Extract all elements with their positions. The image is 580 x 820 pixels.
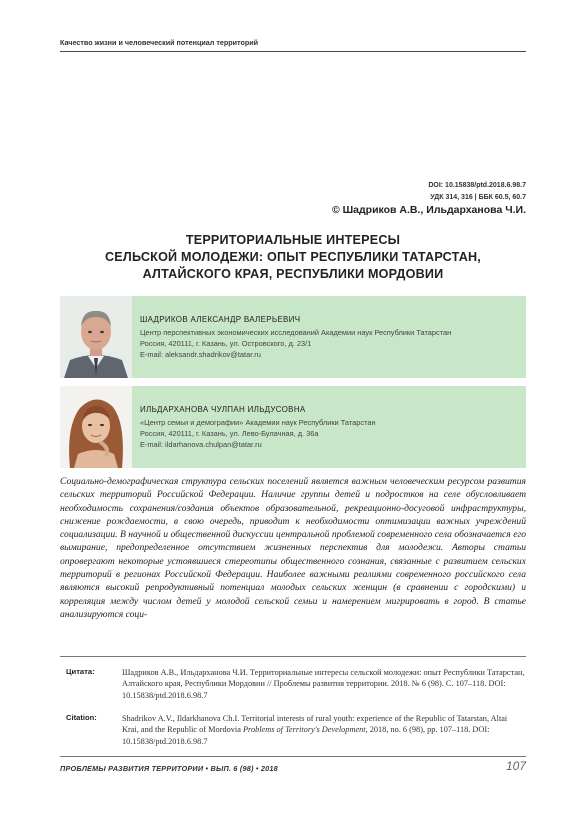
udk-bbk: УДК 314, 316 | ББК 60.5, 60.7 bbox=[430, 194, 526, 201]
author-2-address: Россия, 420111, г. Казань, ул. Лево-Булачная, д. 36а bbox=[140, 429, 319, 438]
article-identifiers bbox=[428, 180, 526, 204]
copyright-authors: © Шадриков А.В., Ильдарханова Ч.И. bbox=[331, 204, 526, 216]
author-2-email[interactable]: E-mail: ildarhanova.chulpan@tatar.ru bbox=[140, 440, 262, 449]
citation-en-text bbox=[122, 713, 526, 747]
author-1-photo bbox=[60, 296, 132, 378]
author-2-photo bbox=[60, 386, 132, 468]
author-2-info bbox=[140, 404, 520, 450]
author-1-info bbox=[140, 314, 520, 360]
title-line-1: ТЕРРИТОРИАЛЬНЫЕ ИНТЕРЕСЫ bbox=[185, 233, 401, 247]
citation-block bbox=[60, 656, 526, 746]
author-card-1 bbox=[60, 296, 526, 378]
title-line-2: СЕЛЬСКОЙ МОЛОДЕЖИ: ОПЫТ РЕСПУБЛИКИ ТАТАРСТАН, bbox=[105, 250, 481, 264]
abstract-text: Социально-демографическая структура сельских поселений является важным человеческим ресурсом развития сельских территорий Российской Федерации. Наличие группы детей и подростков на селе обусловливает необходимость сохранения/создания объектов образовательной, рекреационно-досуговой инфраструктуры, снижение рождаемости, в свою очередь, приводит к необходимости оптимизации важных учреждений социализации. В научной и общественной дискуссии центральной проблемой современного села обозначается его вымирание, предопределенное отсутствием жизненных перспектив для молодежи. Авторы статьи опровергают некоторые устоявшиеся стереотипы общественного сознания, связанные с развитием сельских территорий в регионах Российской Федерации. Наиболее важными реалиями современного российского села являются высокий репродуктивный потенциал молодых сельских женщин (в сравнении с городскими) и корреляция между числом детей у молодой сельской семьи и намерением мигрировать в город. В статье анализируются соци- bbox=[60, 476, 526, 620]
author-1-email[interactable]: E-mail: aleksandr.shadrikov@tatar.ru bbox=[140, 350, 261, 359]
citation-en-text-before: Shadrikov A.V., Ildarkhanova Ch.I. Territorial interests of rural youth: experience of the Republic of Tatarstan, Altai Krai, and the Republic of Mordovia bbox=[122, 714, 508, 735]
author-2-affiliation: «Центр семьи и демографии» Академии наук Республики Татарстан bbox=[140, 418, 376, 427]
author-2-name: ИЛЬДАРХАНОВА ЧУЛПАН ИЛЬДУСОВНА bbox=[140, 405, 306, 414]
author-1-address: Россия, 420111, г. Казань, ул. Островского, д. 23/1 bbox=[140, 339, 312, 348]
footer-journal: ПРОБЛЕМЫ РАЗВИТИЯ ТЕРРИТОРИИ • ВЫП. 6 (98) • 2018 bbox=[60, 764, 278, 773]
citation-ru-text: Шадриков А.В., Ильдарханова Ч.И. Территориальные интересы сельской молодежи: опыт Республики Татарстан, Алтайского края, Республики Мордовии // Проблемы развития территории. 2018. № 6 (98). С. 107–118. DOI: 10.15838/ptd.2018.6.98.7 bbox=[122, 668, 525, 700]
citation-en-journal: Problems of Territory's Development bbox=[242, 725, 366, 735]
page-number: 107 bbox=[505, 759, 526, 773]
author-1-affiliation: Центр перспективных экономических исследований Академии наук Республики Татарстан bbox=[140, 328, 452, 337]
footer-divider bbox=[60, 756, 526, 757]
abstract bbox=[60, 475, 526, 621]
title-line-3: АЛТАЙСКОГО КРАЯ, РЕСПУБЛИКИ МОРДОВИИ bbox=[142, 267, 444, 281]
doi: DOI: 10.15838/ptd.2018.6.98.7 bbox=[428, 182, 526, 189]
citation-en-text-after: , 2018, no. 6 (98), pp. 107–118. DOI: 10.15838/ptd.2018.6.98.7 bbox=[122, 725, 490, 746]
author-card-2 bbox=[60, 386, 526, 468]
author-1-name: ШАДРИКОВ АЛЕКСАНДР ВАЛЕРЬЕВИЧ bbox=[140, 315, 301, 324]
citation-en-label: Citation: bbox=[66, 713, 97, 722]
running-head: Качество жизни и человеческий потенциал территорий bbox=[60, 38, 526, 52]
article-title bbox=[60, 232, 526, 283]
citation-ru-label: Цитата: bbox=[66, 667, 95, 676]
